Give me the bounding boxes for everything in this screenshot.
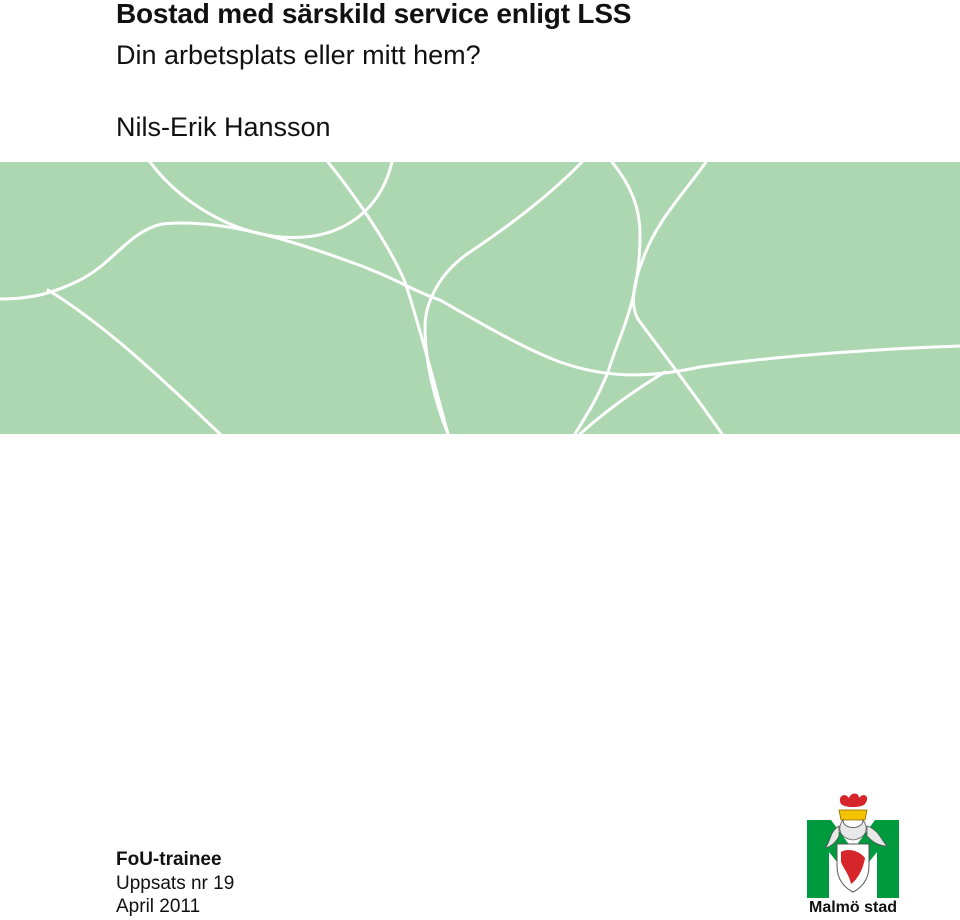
malmo-coat-of-arms-icon [803,790,903,900]
malmo-stad-logo [803,790,903,920]
document-title: Bostad med särskild service enligt LSS [116,0,632,29]
logo-crest [840,794,867,808]
cover-pattern-background [0,162,960,434]
report-number: Uppsats nr 19 [116,873,235,894]
publication-date: April 2011 [116,896,201,917]
series-name: FoU-trainee [116,849,222,870]
logo-text: Malmö stad [808,899,897,916]
logo-crown [839,810,867,820]
footer-info [116,848,416,918]
author-name: Nils-Erik Hansson [116,112,331,142]
logo-helmet [840,820,866,840]
document-subtitle: Din arbetsplats eller mitt hem? [116,40,481,70]
cover-pattern [0,162,960,434]
